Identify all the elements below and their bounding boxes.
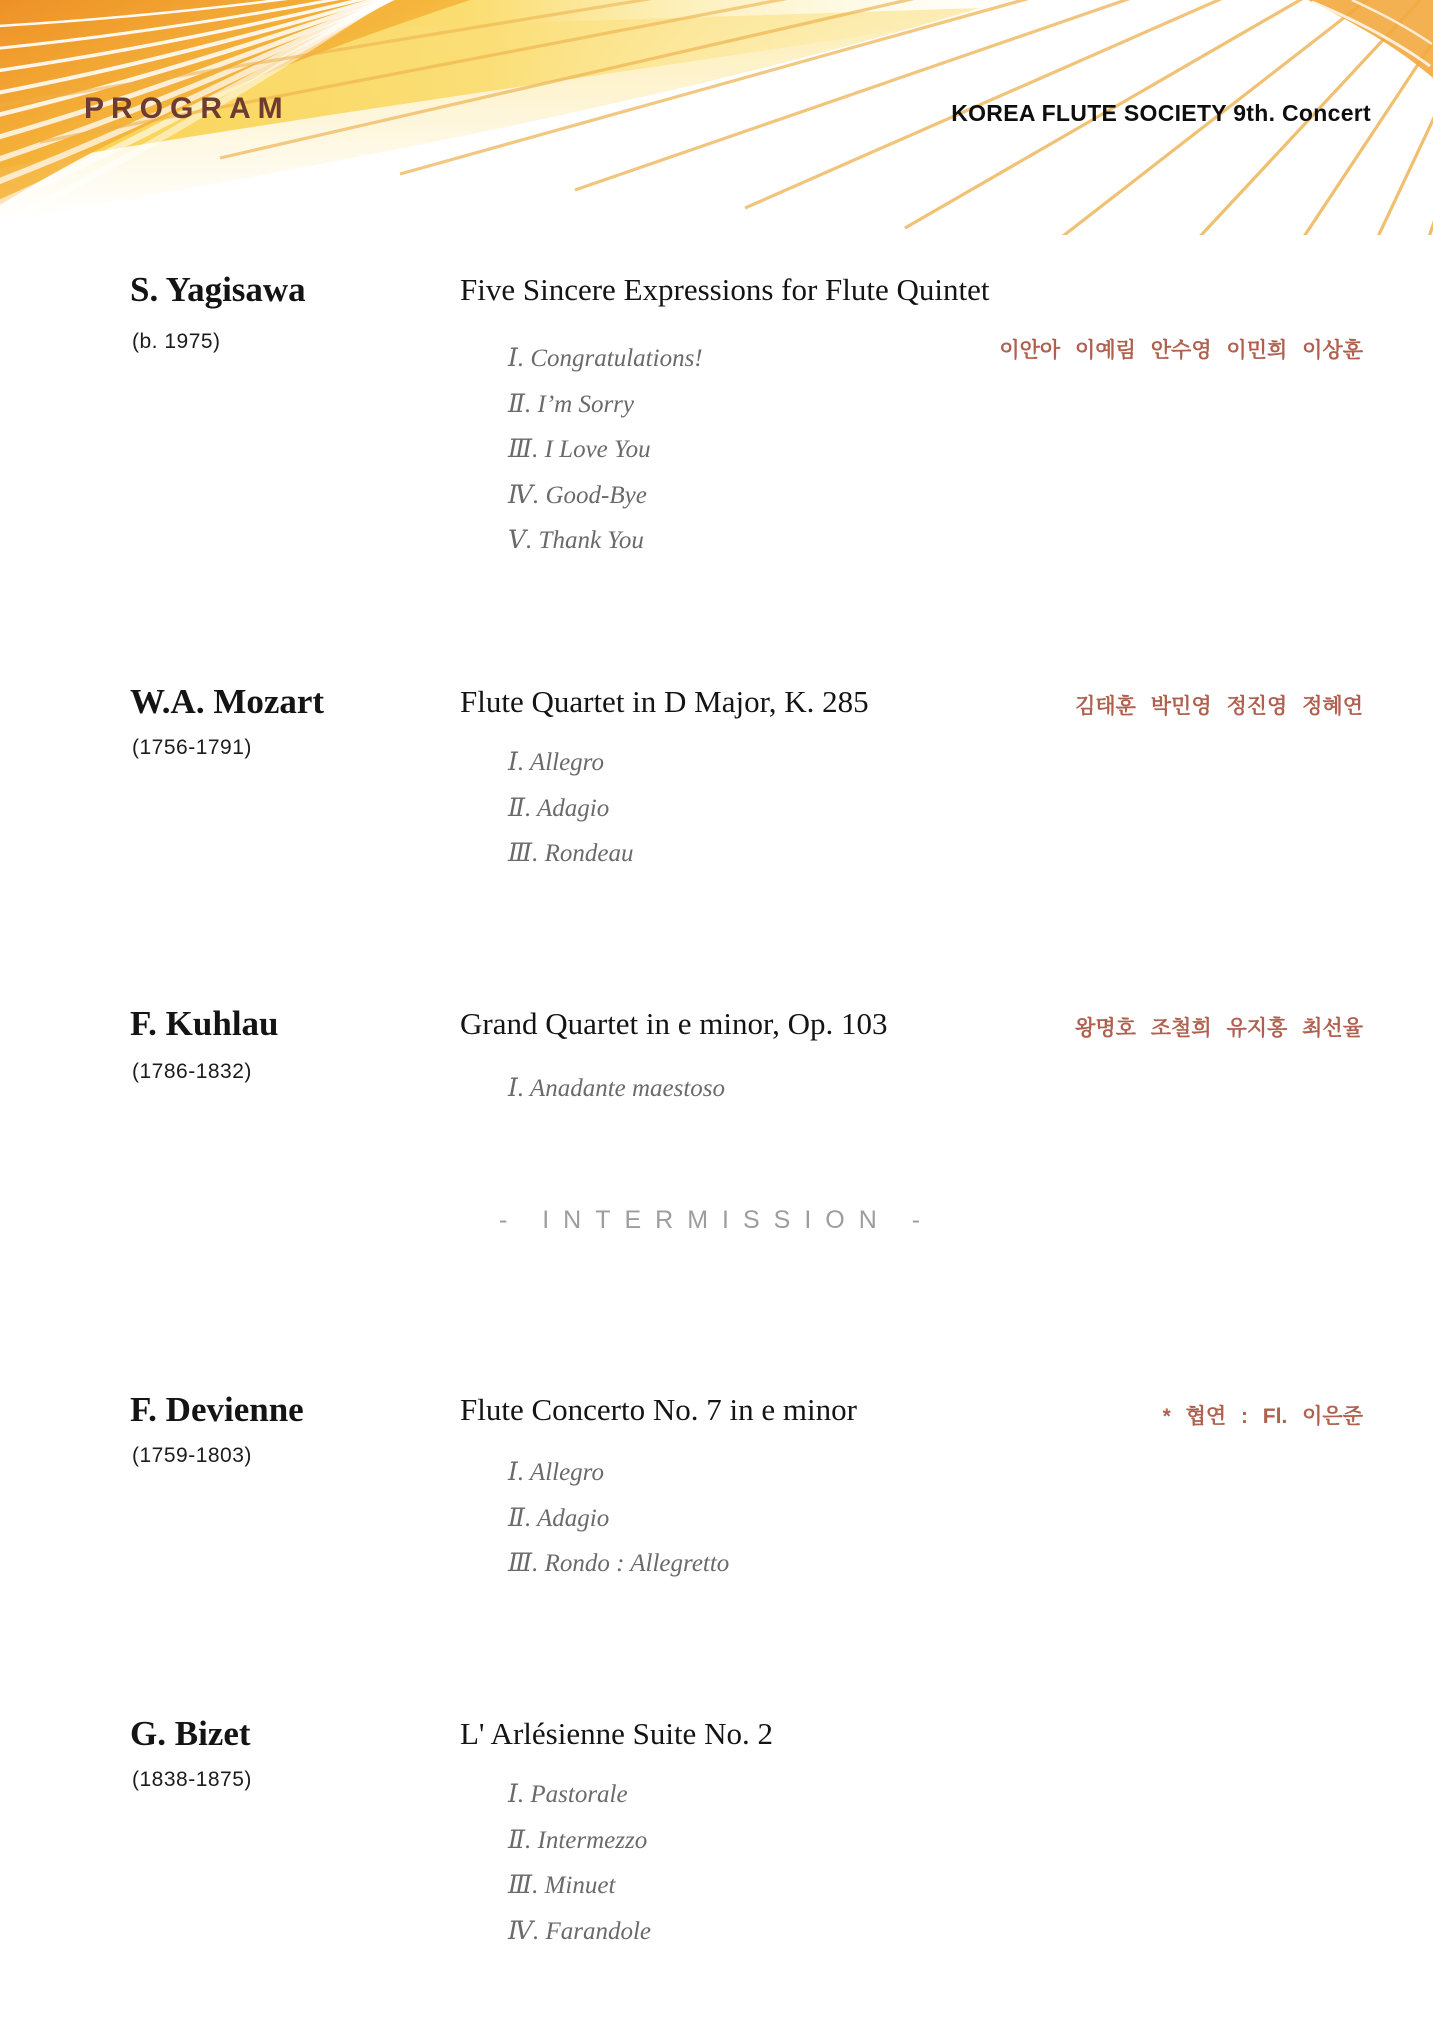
movement-item: Ⅰ. Allegro — [508, 749, 604, 776]
piece-title: Flute Concerto No. 7 in e minor — [460, 1392, 857, 1427]
movement-item: Ⅴ. Thank You — [508, 527, 644, 554]
movement-item: Ⅳ. Farandole — [508, 1917, 652, 1945]
performers: 이안아 이예림 안수영 이민희 이상훈 — [999, 339, 1363, 362]
intermission-label: - INTERMISSION - — [498, 1206, 935, 1234]
movement-item: Ⅰ. Congratulations! — [508, 345, 703, 372]
movement-item: Ⅰ. Pastorale — [508, 1781, 628, 1808]
composer-name: F. Devienne — [130, 1390, 304, 1429]
movement-item: Ⅱ. Adagio — [508, 794, 610, 822]
piece-title: Five Sincere Expressions for Flute Quintet — [460, 272, 990, 307]
composer-dates: (b. 1975) — [132, 330, 221, 353]
composer-name: S. Yagisawa — [130, 270, 306, 309]
composer-dates: (1759-1803) — [132, 1444, 252, 1467]
movement-item: Ⅲ. I Love You — [508, 436, 651, 463]
movement-list — [508, 740, 633, 877]
composer-name: W.A. Mozart — [130, 682, 325, 721]
composer-dates: (1838-1875) — [132, 1768, 252, 1791]
movement-list — [508, 1772, 651, 1954]
performers: 김태훈 박민영 정진영 정혜연 — [1075, 695, 1363, 718]
movement-list — [508, 1450, 729, 1587]
composer-dates: (1756-1791) — [132, 736, 252, 759]
movement-item: Ⅰ. Allegro — [508, 1459, 604, 1486]
movement-item: Ⅲ. Minuet — [508, 1872, 616, 1899]
piece-title: Flute Quartet in D Major, K. 285 — [460, 684, 869, 719]
movement-item: Ⅱ. Adagio — [508, 1504, 610, 1532]
movement-item: Ⅰ. Anadante maestoso — [508, 1075, 726, 1102]
movement-item: Ⅲ. Rondo : Allegretto — [508, 1550, 730, 1577]
piece-title: L' Arlésienne Suite No. 2 — [460, 1716, 773, 1751]
movement-item: Ⅱ. I’m Sorry — [508, 390, 635, 418]
movement-item: Ⅲ. Rondeau — [508, 840, 634, 867]
movement-list — [508, 336, 703, 564]
composer-dates: (1786-1832) — [132, 1060, 252, 1083]
concert-title: KOREA FLUTE SOCIETY 9th. Concert — [951, 100, 1371, 126]
piece-title: Grand Quartet in e minor, Op. 103 — [460, 1006, 888, 1041]
performers: 왕명호 조철희 유지홍 최선율 — [1075, 1017, 1363, 1040]
composer-name: F. Kuhlau — [130, 1004, 279, 1043]
movement-item: Ⅱ. Intermezzo — [508, 1826, 648, 1854]
composer-name: G. Bizet — [130, 1714, 251, 1753]
header — [0, 0, 1433, 235]
performers-soloist: * 협연 : Fl. 이은준 — [1162, 1405, 1363, 1428]
program-label: PROGRAM — [84, 92, 290, 125]
movement-item: Ⅳ. Good-Bye — [508, 481, 647, 509]
movement-list — [508, 1066, 725, 1112]
